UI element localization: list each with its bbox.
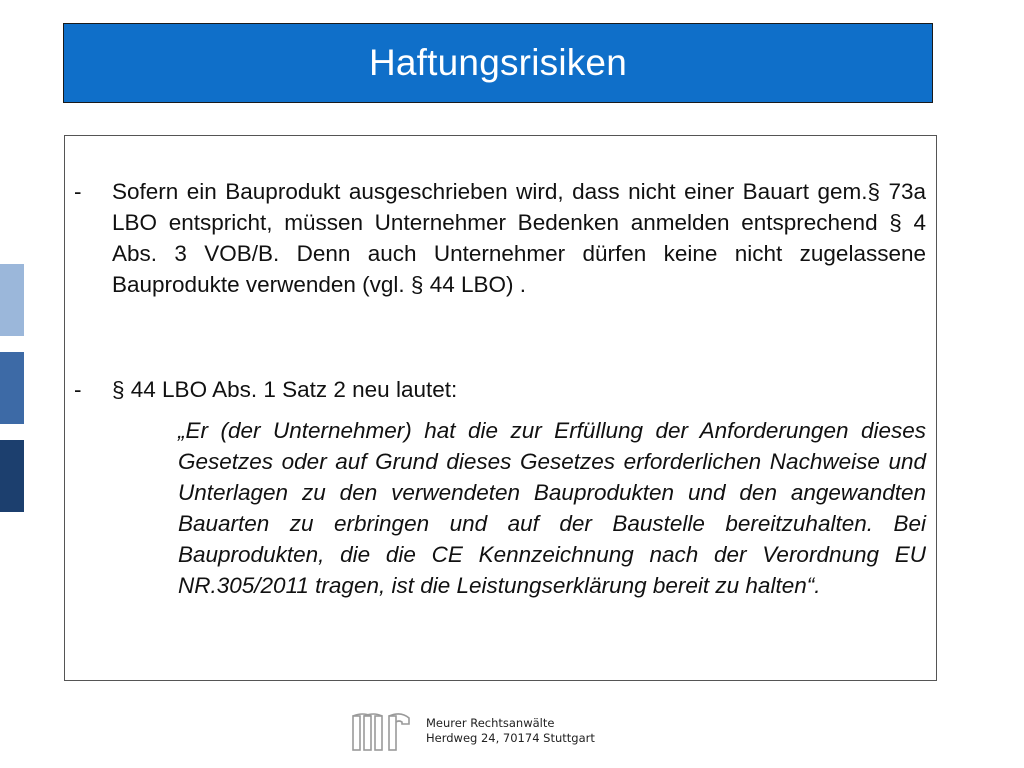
content-box [64, 135, 937, 681]
footer-company: Meurer Rechtsanwälte [426, 716, 555, 730]
side-accent-bar-dark [0, 440, 24, 512]
bullet-marker: - [74, 377, 82, 402]
title-bar [63, 23, 933, 103]
law-quote: „Er (der Unternehmer) hat die zur Erfüllung der Anforderungen dieses Gesetzes oder auf Grund dieses Gesetzes erforderlichen Nachweise und Unterlagen zu den verwendeten Bauprodukten und den angewandten Bauarten zu erbringen und auf der Baustelle bereitzuhalten. Bei Bauprodukten, die die CE Kennzeichnung nach der Verordnung EU NR.305/2011 tragen, ist die Leistungserklärung bereit zu halten“. [178, 418, 926, 598]
bullet-text: § 44 LBO Abs. 1 Satz 2 neu lautet: [112, 377, 458, 402]
bullet-marker: - [74, 179, 82, 204]
slide-title: Haftungsrisiken [368, 42, 627, 83]
bullet-text: Sofern ein Bauprodukt ausgeschrieben wird, dass nicht einer Bauart gem.§ 73a LBO entspricht, müssen Unternehmer Bedenken anmelden entsprechend § 4 Abs. 3 VOB/B. Denn auch Unternehmer dürfen keine nicht zugelassene Bauprodukte verwenden (vgl. § 44 LBO) . [112, 179, 926, 297]
side-accent-bar-light [0, 264, 24, 336]
mr-logo-icon [351, 712, 411, 752]
side-accent-bar-medium [0, 352, 24, 424]
footer-address: Herdweg 24, 70174 Stuttgart [426, 731, 595, 745]
footer-text [426, 716, 595, 746]
